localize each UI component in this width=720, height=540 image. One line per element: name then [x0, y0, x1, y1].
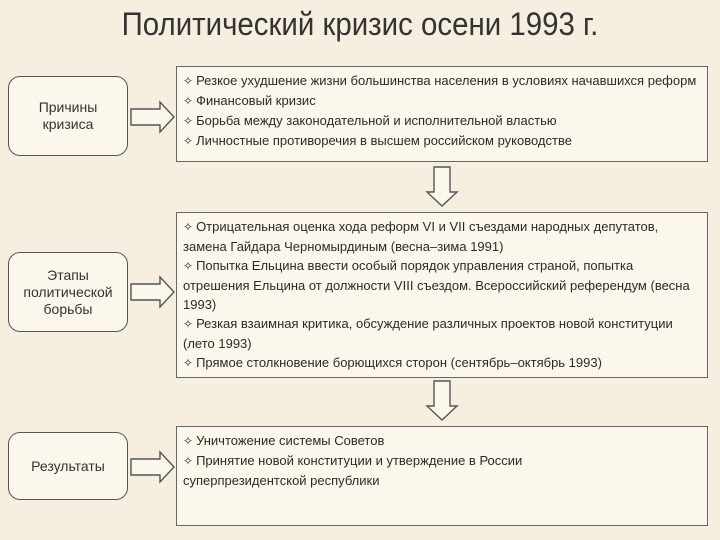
bullet-icon: ✧ [183, 74, 194, 88]
list-item [183, 256, 701, 314]
bullet-icon: ✧ [183, 434, 194, 448]
list-item [183, 131, 701, 151]
label-results-text: Результаты [31, 457, 105, 474]
bullet-icon: ✧ [183, 356, 194, 370]
stages-box [176, 212, 708, 378]
list-item [183, 353, 701, 373]
list-item [183, 431, 701, 451]
item-text: Личностные противоречия в высшем российском руководстве [196, 133, 572, 148]
item-text: Отрицательная оценка хода реформ VI и VII съездами народных депутатов, замена Гайдара Черномырдиным (весна–зима 1991) [183, 219, 659, 254]
bullet-icon: ✧ [183, 317, 194, 331]
arrow-down-icon [425, 166, 459, 208]
results-box [176, 426, 708, 526]
arrow-right-icon [130, 275, 176, 309]
item-text: Уничтожение системы Советов [196, 433, 385, 448]
label-stages-text: Этапы политической борьбы [23, 266, 113, 317]
label-results [8, 432, 128, 500]
list-item [183, 451, 701, 490]
item-text: Резкая взаимная критика, обсуждение различных проектов новой конституции (лето 1993) [183, 316, 673, 351]
item-text: Борьба между законодательной и исполнительной властью [196, 113, 557, 128]
bullet-icon: ✧ [183, 114, 194, 128]
list-item [183, 71, 701, 91]
label-stages [8, 252, 128, 332]
causes-box [176, 66, 708, 162]
bullet-icon: ✧ [183, 94, 194, 108]
arrow-down-icon [425, 380, 459, 422]
list-item [183, 217, 701, 256]
label-causes [8, 76, 128, 156]
item-text: Прямое столкновение борющихся сторон (сентябрь–октябрь 1993) [196, 355, 602, 370]
arrow-right-icon [130, 100, 176, 134]
bullet-icon: ✧ [183, 134, 194, 148]
bullet-icon: ✧ [183, 454, 194, 468]
label-causes-text: Причины кризиса [38, 99, 98, 132]
item-text: Резкое ухудшение жизни большинства населения в условиях начавшихся реформ [196, 73, 697, 88]
item-text: Принятие новой конституции и утверждение в России суперпрезидентской республики [183, 453, 523, 488]
list-item [183, 314, 701, 353]
arrow-right-icon [130, 450, 176, 484]
item-text: Попытка Ельцина ввести особый порядок управления страной, попытка отрешения Ельцина от должности VIII съездом. Всероссийский референдум (весна 1993) [183, 258, 690, 312]
list-item [183, 91, 701, 111]
list-item [183, 111, 701, 131]
bullet-icon: ✧ [183, 259, 194, 273]
page-title: Политический кризис осени 1993 г. [121, 6, 599, 42]
item-text: Финансовый кризис [196, 93, 316, 108]
bullet-icon: ✧ [183, 220, 194, 234]
